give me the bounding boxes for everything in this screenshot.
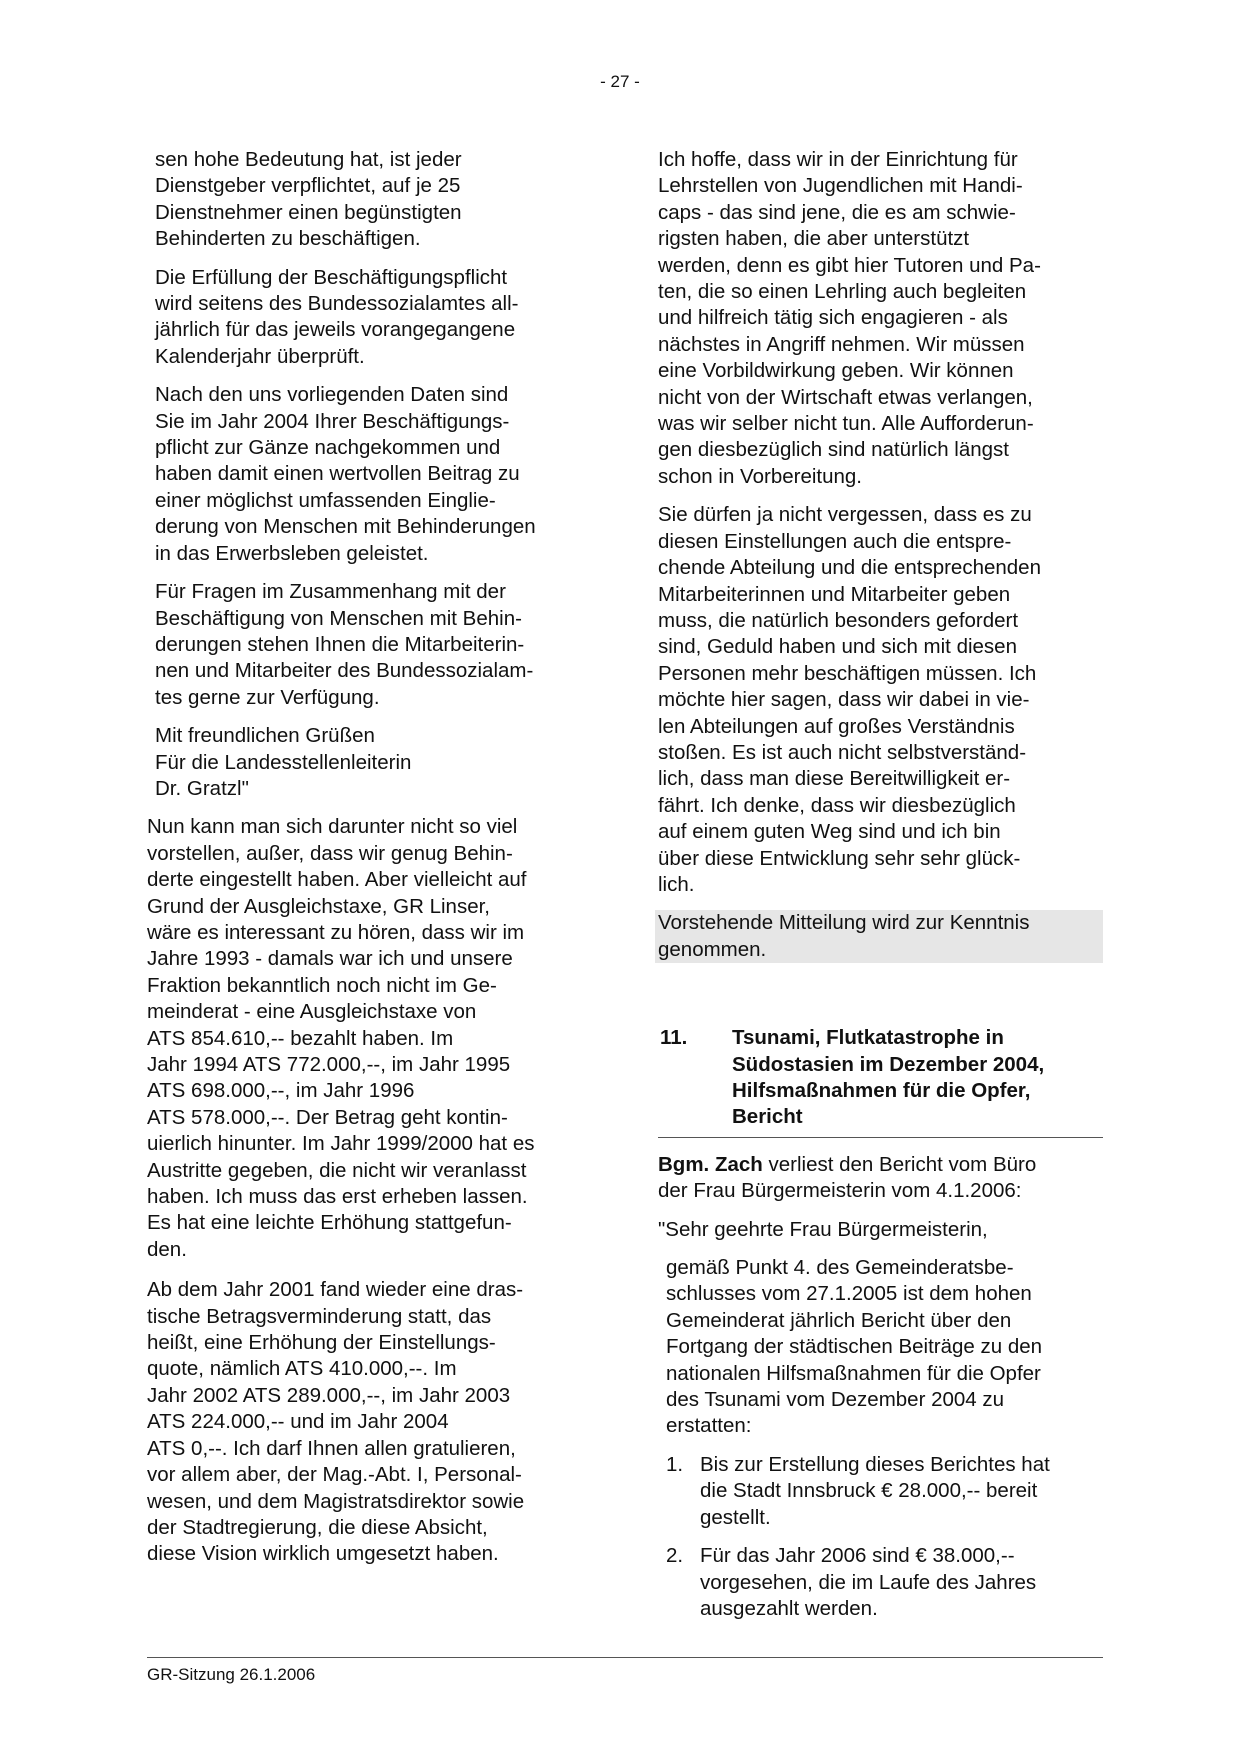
quoted-letter (147, 147, 592, 802)
text-line: Tsunami, Flutkatastrophe in (732, 1026, 1004, 1050)
text-line: Personen mehr beschäftigen müssen. Ich (658, 661, 1037, 685)
text-line: der Frau Bürgermeisterin vom 4.1.2006: (658, 1179, 1022, 1203)
text-line: nicht von der Wirtschaft etwas verlangen, (658, 385, 1033, 409)
text-line: caps - das sind jene, die es am schwie- (658, 200, 1016, 224)
speaker-paragraph (658, 1152, 1103, 1205)
text-line: jährlich für das jeweils vorangegangene (155, 318, 516, 342)
text-line: über diese Entwicklung sehr sehr glück- (658, 846, 1021, 870)
text-line: quote, nämlich ATS 410.000,--. Im (147, 1357, 457, 1381)
quote-paragraph-2 (155, 265, 592, 371)
text-line: ATS 578.000,--. Der Betrag geht kontin- (147, 1105, 508, 1129)
list-item (658, 1452, 1103, 1531)
text-line: sen hohe Bedeutung hat, ist jeder (155, 148, 462, 171)
text-line: gen diesbezüglich sind natürlich längst (658, 438, 1010, 462)
text-line: "Sehr geehrte Frau Bürgermeisterin, (658, 1217, 988, 1241)
paragraph-lehrstellen (658, 147, 1103, 490)
text-line: in das Erwerbsleben geleistet. (155, 541, 429, 565)
text-line: muss, die natürlich besonders gefordert (658, 608, 1019, 632)
section-number: 11. (660, 1026, 688, 1050)
text-line: vorstellen, außer, dass wir genug Behin- (147, 841, 513, 865)
text-line: tische Betragsverminderung statt, das (147, 1304, 492, 1328)
text-line: nen und Mitarbeiter des Bundessozialam- (155, 659, 534, 683)
text-line: Lehrstellen von Jugendlichen mit Handi- (658, 174, 1023, 198)
text-line: Ich hoffe, dass wir in der Einrichtung für (658, 148, 1018, 171)
text-line: Mitarbeiterinnen und Mitarbeiter geben (658, 582, 1011, 606)
text-line: uierlich hinunter. Im Jahr 1999/2000 hat es (147, 1132, 535, 1156)
paragraph-betragsverminderung (147, 1277, 592, 1567)
text-line: Dr. Gratzl" (155, 776, 249, 800)
quote-signature (155, 723, 592, 802)
text-line: vorgesehen, die im Laufe des Jahres (700, 1570, 1037, 1594)
text-line: Jahr 2002 ATS 289.000,--, im Jahr 2003 (147, 1383, 511, 1407)
quote-paragraph-4 (155, 579, 592, 711)
text-line: Gemeinderat jährlich Bericht über den (666, 1308, 1012, 1332)
text-line: meinderat - eine Ausgleichstaxe von (147, 1000, 477, 1024)
text-line: schon in Vorbereitung. (658, 464, 862, 488)
text-line: der Stadtregierung, die diese Absicht, (147, 1515, 488, 1539)
text-line: Kalenderjahr überprüft. (155, 344, 365, 368)
text-line: Nach den uns vorliegenden Daten sind (155, 383, 509, 407)
text-line: nächstes in Angriff nehmen. Wir müssen (658, 332, 1025, 356)
text-line: Bis zur Erstellung dieses Berichtes hat (700, 1452, 1050, 1476)
text-line: Sie dürfen ja nicht vergessen, dass es zu (658, 503, 1032, 527)
quote-paragraph-3 (155, 382, 592, 567)
text-line: nationalen Hilfsmaßnahmen für die Opfer (666, 1361, 1041, 1385)
quote-paragraph-1 (155, 147, 592, 253)
text-line: len Abteilungen auf großes Verständnis (658, 714, 1015, 738)
text-line: wird seitens des Bundessozialamtes all- (155, 292, 519, 316)
text-line: Vorstehende Mitteilung wird zur Kenntnis (658, 911, 1030, 935)
text-line: erstatten: (666, 1414, 752, 1438)
text-line: einer möglichst umfassenden Einglie- (155, 488, 496, 512)
text-line (658, 1152, 1103, 1178)
text-line: tes gerne zur Verfügung. (155, 685, 380, 709)
paragraph-abteilungen (658, 502, 1103, 898)
section-heading (658, 1025, 1103, 1138)
speaker-name: Bgm. Zach (658, 1152, 763, 1176)
left-column (147, 147, 592, 1568)
text-line: Für das Jahr 2006 sind € 38.000,-- (700, 1544, 1015, 1568)
resolution-notice (655, 910, 1103, 963)
text-line: gemäß Punkt 4. des Gemeinderatsbe- (666, 1256, 1014, 1280)
list-item (658, 1543, 1103, 1622)
text-line: rigsten haben, die aber unterstützt (658, 227, 970, 251)
text-line: ATS 854.610,-- bezahlt haben. Im (147, 1026, 454, 1050)
text-line: wesen, und dem Magistratsdirektor sowie (147, 1489, 525, 1513)
text-line: Grund der Ausgleichstaxe, GR Linser, (147, 894, 490, 918)
text-line: heißt, eine Erhöhung der Einstellungs- (147, 1331, 496, 1355)
text-line: fährt. Ich denke, dass wir diesbezüglich (658, 793, 1016, 817)
text-line: gestellt. (700, 1505, 771, 1529)
text-line: stoßen. Es ist auch nicht selbstverständ- (658, 740, 1027, 764)
text-line: ten, die so einen Lehrling auch begleiten (658, 280, 1027, 304)
text-line: Bericht (732, 1105, 803, 1129)
text-line: derung von Menschen mit Behinderungen (155, 515, 536, 539)
text-line: diese Vision wirklich umgesetzt haben. (147, 1542, 499, 1566)
text-line: eine Vorbildwirkung geben. Wir können (658, 359, 1014, 383)
text-line: lich, dass man diese Bereitwilligkeit er- (658, 767, 1011, 791)
text-line: auf einem guten Weg sind und ich bin (658, 820, 1001, 844)
text-line: Dienstnehmer einen begünstigten (155, 200, 462, 224)
text-line: Beschäftigung von Menschen mit Behin- (155, 606, 522, 630)
text-line: lich. (658, 872, 695, 896)
text-line: was wir selber nicht tun. Alle Aufforderun- (658, 412, 1034, 436)
text-line: Nun kann man sich darunter nicht so viel (147, 815, 518, 839)
text-line: Für die Landesstellenleiterin (155, 750, 412, 774)
text-line: Für Fragen im Zusammenhang mit der (155, 580, 506, 604)
salutation (658, 1217, 1103, 1243)
footer-divider (147, 1657, 1103, 1658)
text-line: Jahre 1993 - damals war ich und unsere (147, 947, 513, 971)
text-line: den. (147, 1237, 187, 1261)
text-line: die Stadt Innsbruck € 28.000,-- bereit (700, 1479, 1038, 1503)
text-line: pflicht zur Gänze nachgekommen und (155, 436, 501, 460)
right-column (658, 147, 1103, 1622)
paragraph-ausgleichstaxe (147, 814, 592, 1263)
text-line: Fraktion bekanntlich noch nicht im Ge- (147, 973, 497, 997)
text-line: Die Erfüllung der Beschäftigungspflicht (155, 265, 508, 289)
list-marker: 1. (666, 1452, 684, 1476)
text-line: derungen stehen Ihnen die Mitarbeiterin- (155, 632, 525, 656)
text-line: ATS 0,--. Ich darf Ihnen allen gratulieren, (147, 1436, 516, 1460)
text-line: diesen Einstellungen auch die entspre- (658, 529, 1012, 553)
text-line: Austritte gegeben, die nicht wir veranlasst (147, 1158, 527, 1182)
section-title (732, 1025, 1103, 1131)
text-line: sind, Geduld haben und sich mit diesen (658, 635, 1017, 659)
text-line: wäre es interessant zu hören, dass wir im (147, 920, 525, 944)
text-line: Jahr 1994 ATS 772.000,--, im Jahr 1995 (147, 1053, 511, 1076)
text-line: des Tsunami vom Dezember 2004 zu (666, 1388, 1005, 1412)
text-line: Es hat eine leichte Erhöhung stattgefun- (147, 1211, 512, 1235)
text-line: Sie im Jahr 2004 Ihrer Beschäftigungs- (155, 409, 510, 433)
text-line: vor allem aber, der Mag.-Abt. I, Personal- (147, 1463, 522, 1487)
text-line: Dienstgeber verpflichtet, auf je 25 (155, 174, 461, 198)
text-line: Ab dem Jahr 2001 fand wieder eine dras- (147, 1278, 524, 1302)
text-line: Mit freundlichen Grüßen (155, 724, 375, 748)
text-line: haben. Ich muss das erst erheben lassen. (147, 1185, 528, 1209)
text-line: chende Abteilung und die entsprechenden (658, 556, 1041, 580)
text-line: werden, denn es gibt hier Tutoren und Pa- (658, 253, 1041, 277)
report-body (658, 1255, 1103, 1440)
list-marker: 2. (666, 1544, 684, 1568)
text-line: möchte hier sagen, dass wir dabei in vie- (658, 688, 1030, 712)
text-line: und hilfreich tätig sich engagieren - als (658, 306, 1008, 330)
speaker-text: verliest den Bericht vom Büro (762, 1152, 1037, 1176)
text-line: Behinderten zu beschäftigen. (155, 227, 421, 251)
page-number: - 27 - (600, 72, 640, 91)
text-line: ATS 224.000,-- und im Jahr 2004 (147, 1410, 449, 1434)
text-line: derte eingestellt haben. Aber vielleicht auf (147, 868, 527, 892)
text-line: haben damit einen wertvollen Beitrag zu (155, 462, 520, 486)
footer-text: GR-Sitzung 26.1.2006 (147, 1665, 316, 1684)
text-line: genommen. (658, 937, 767, 961)
text-line: ATS 698.000,--, im Jahr 1996 (147, 1079, 415, 1103)
text-line: ausgezahlt werden. (700, 1596, 878, 1620)
text-line: schlusses vom 27.1.2005 ist dem hohen (666, 1282, 1032, 1306)
text-line: Fortgang der städtischen Beiträge zu den (666, 1335, 1043, 1359)
text-line: Südostasien im Dezember 2004, (732, 1052, 1045, 1076)
text-line: Hilfsmaßnahmen für die Opfer, (732, 1079, 1031, 1102)
